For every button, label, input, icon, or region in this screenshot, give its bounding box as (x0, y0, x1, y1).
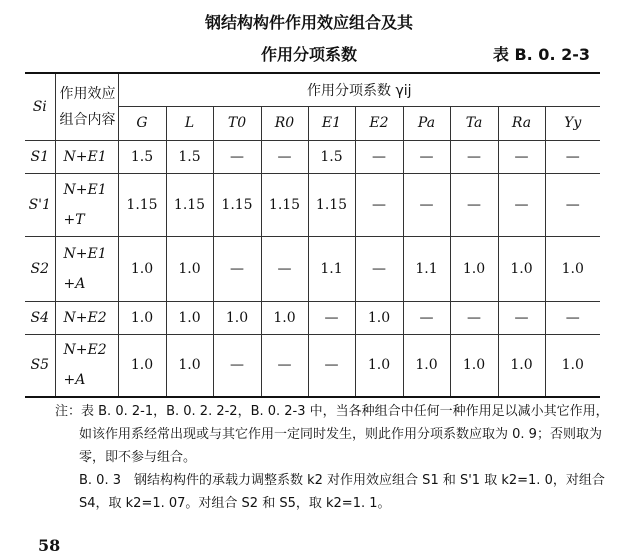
cell: 1.15 (308, 173, 355, 236)
cell: 1.15 (261, 173, 308, 236)
row-combo-line1: N+E2 (63, 309, 107, 326)
row-combo (55, 236, 118, 301)
col-header: L (166, 106, 213, 140)
cell: 1.1 (308, 236, 355, 301)
cell: 1.0 (545, 236, 600, 301)
header-content-line1: 作用效应 (59, 85, 116, 102)
cell: — (213, 140, 261, 173)
cell: — (498, 173, 545, 236)
cell: 1.15 (166, 173, 213, 236)
cell: 1.0 (166, 301, 213, 334)
cell: — (450, 301, 498, 334)
table-row (25, 236, 600, 301)
cell: 1.15 (118, 173, 166, 236)
cell: — (545, 140, 600, 173)
cell: 1.0 (498, 236, 545, 301)
table-row (25, 334, 600, 397)
row-combo-line1: N+E1 (63, 181, 107, 198)
cell: 1.0 (261, 301, 308, 334)
table-row (25, 140, 600, 173)
header-content-line2: 组合内容 (59, 111, 116, 128)
cell: 1.0 (213, 301, 261, 334)
cell: 1.0 (355, 301, 403, 334)
col-header: Yy (545, 106, 600, 140)
col-header: Pa (403, 106, 450, 140)
cell: — (450, 140, 498, 173)
cell: — (450, 173, 498, 236)
header-factor-title: 作用分项系数 γij (118, 73, 600, 106)
cell: 1.5 (118, 140, 166, 173)
table-row (25, 301, 600, 334)
row-s: S1 (25, 140, 55, 173)
cell: 1.15 (213, 173, 261, 236)
cell: — (355, 173, 403, 236)
row-s: S'1 (25, 173, 55, 236)
cell: 1.0 (450, 334, 498, 397)
cell: 1.5 (308, 140, 355, 173)
clause-b03: B. 0. 3 钢结构构件的承载力调整系数 k2 对作用效应组合 S1 和 S'1 取 k2=1. 0，对组合 S4，取 k2=1. 07。对组合 S2 和 S5，取 k2=1. 1。 (79, 473, 605, 511)
col-header: T0 (213, 106, 261, 140)
factor-table (25, 72, 600, 398)
cell: — (355, 236, 403, 301)
cell: — (213, 334, 261, 397)
cell: 1.0 (403, 334, 450, 397)
col-header: E2 (355, 106, 403, 140)
row-combo (55, 334, 118, 397)
table-number: 表 B. 0. 2-3 (492, 45, 590, 64)
cell: 1.0 (166, 334, 213, 397)
cell: — (498, 301, 545, 334)
cell: — (308, 334, 355, 397)
cell: 1.0 (450, 236, 498, 301)
row-s: S5 (25, 334, 55, 397)
cell: — (498, 140, 545, 173)
cell: 1.0 (166, 236, 213, 301)
col-header: Ra (498, 106, 545, 140)
cell: 1.0 (355, 334, 403, 397)
row-combo (55, 140, 118, 173)
row-s: S4 (25, 301, 55, 334)
cell: 1.0 (545, 334, 600, 397)
table-note: 注：表 B. 0. 2-1，B. 0. 2. 2-2，B. 0. 2-3 中，当各种组合中任何一种作用足以减小其它作用，如该作用系经常出现或与其它作用一定同时发生，则此作用分项系数应取为 0. 9；否则取为零，即不参与组合。 (55, 404, 609, 465)
row-combo (55, 301, 118, 334)
page-number: 58 (38, 536, 61, 555)
cell: 1.1 (403, 236, 450, 301)
header-row-1 (25, 73, 600, 106)
col-header: G (118, 106, 166, 140)
cell: 1.5 (166, 140, 213, 173)
row-combo-line2: +A (63, 372, 86, 389)
row-combo (55, 173, 118, 236)
cell: — (261, 236, 308, 301)
row-s: S2 (25, 236, 55, 301)
col-header: Ta (450, 106, 498, 140)
cell: 1.0 (498, 334, 545, 397)
cell: 1.0 (118, 236, 166, 301)
cell: — (261, 140, 308, 173)
cell: — (261, 334, 308, 397)
header-si: Si (25, 73, 55, 140)
row-combo-line2: +T (63, 211, 85, 228)
cell: — (545, 301, 600, 334)
table-row (25, 173, 600, 236)
cell: — (308, 301, 355, 334)
header-content (55, 73, 118, 140)
cell: 1.0 (118, 334, 166, 397)
cell: — (403, 140, 450, 173)
row-combo-line1: N+E1 (63, 245, 107, 262)
row-combo-line1: N+E2 (63, 342, 107, 359)
cell: 1.0 (118, 301, 166, 334)
cell: — (213, 236, 261, 301)
col-header: E1 (308, 106, 355, 140)
table-title-line2: 作用分项系数 (260, 45, 357, 64)
cell: — (403, 173, 450, 236)
col-header: R0 (261, 106, 308, 140)
notes (55, 400, 615, 515)
table-title-line1: 钢结构构件作用效应组合及其 (204, 13, 413, 32)
cell: — (355, 140, 403, 173)
cell: — (403, 301, 450, 334)
row-combo-line2: +A (63, 275, 86, 292)
row-combo-line1: N+E1 (63, 148, 107, 165)
cell: — (545, 173, 600, 236)
